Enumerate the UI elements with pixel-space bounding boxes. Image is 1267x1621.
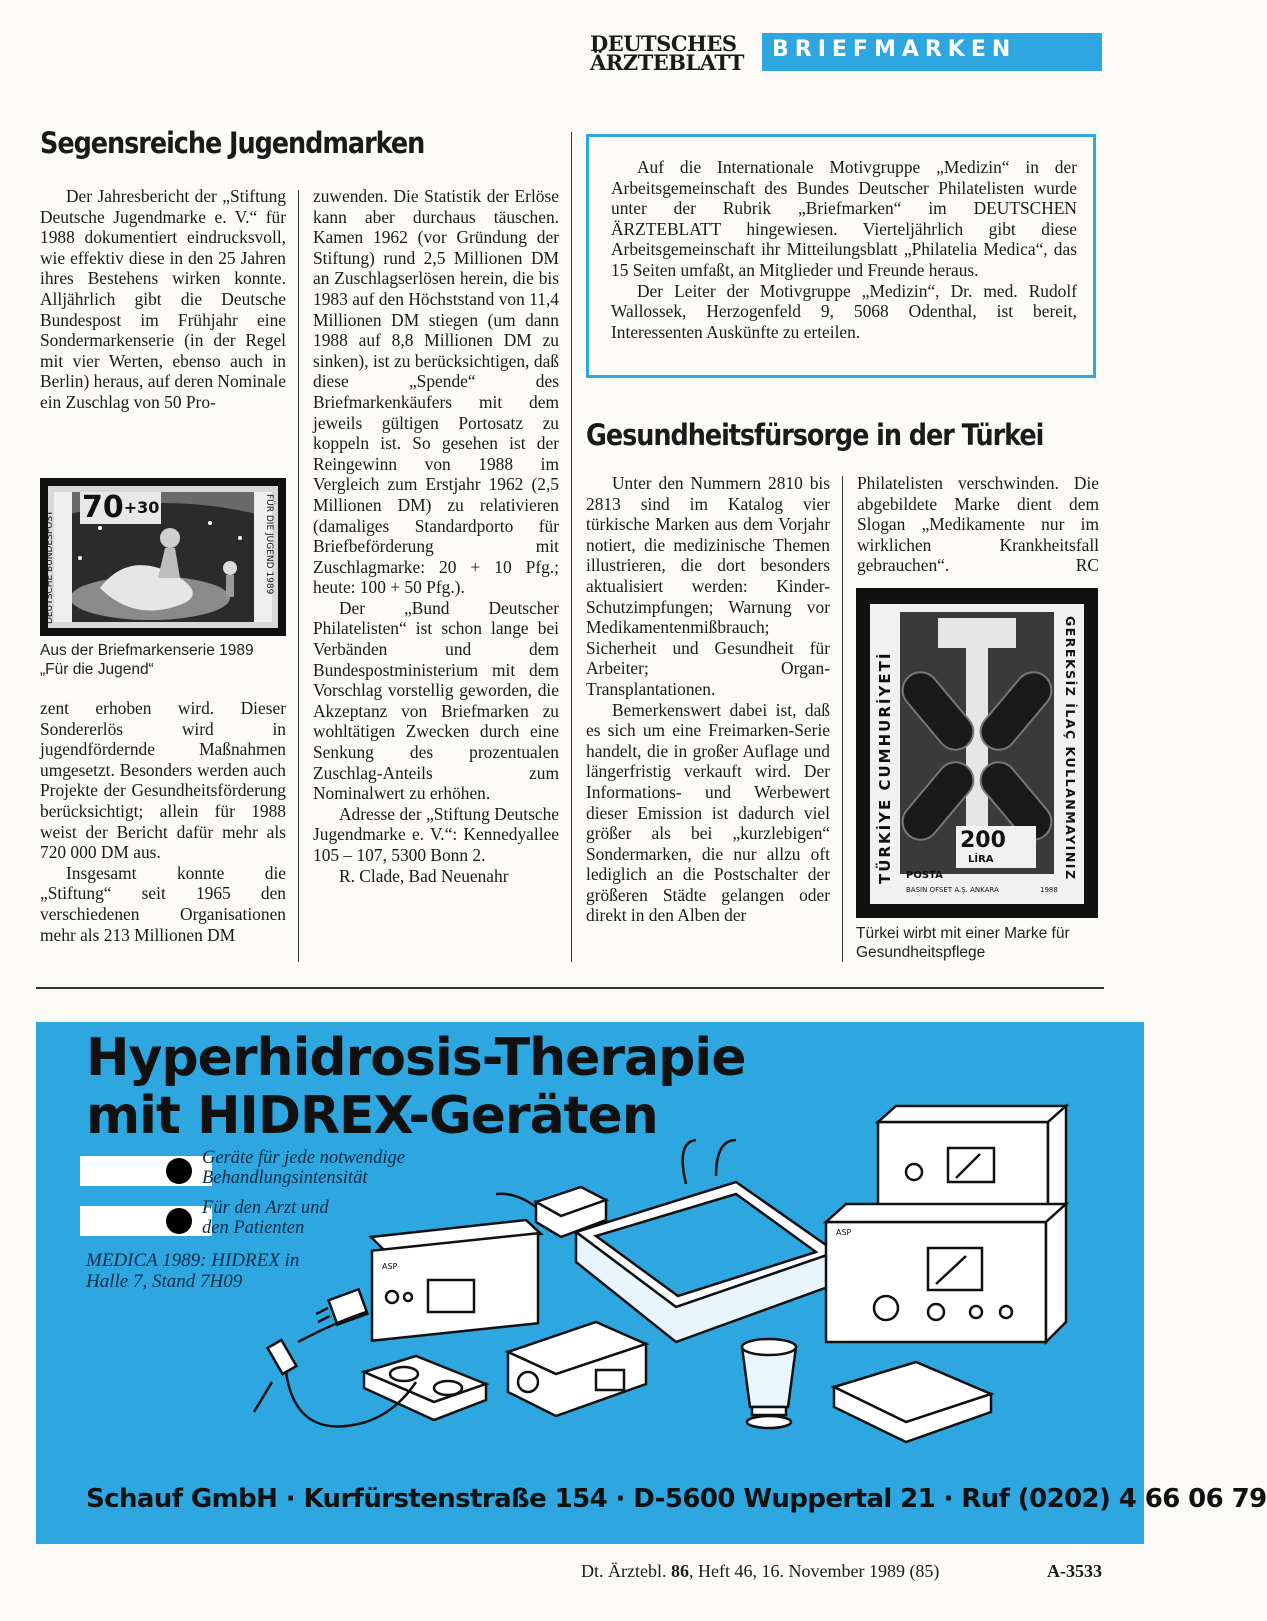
ad-device-label-2: ASP: [836, 1228, 852, 1237]
ad-bullet-1-line1: Geräte für jede notwendige: [202, 1148, 405, 1168]
article2-signature: RC: [1075, 555, 1099, 576]
youth-stamp-country: DEUTSCHE BUNDESPOST: [45, 510, 55, 624]
article2-col1-p2: Bemerkenswert dabei ist, daß es sich um eine Freimarken-Serie handelt, die in großer Auflage und längerfristig verkauft wird. Der Informations- und Werbewert dieser Emission ist dadurch viel größer als bei „kurzlebigen“ Sondermarken, die nur allzu oft lediglich an die Postschalter der größeren Städte gelangen oder direkt in den Alben der: [586, 699, 830, 926]
turkey-stamp-right-text: GEREKSİZ İLAÇ KULLANMAYINIZ: [1063, 616, 1078, 881]
logo-line-1: DEUTSCHES: [590, 31, 737, 56]
turkey-stamp-year: 1988: [1040, 886, 1058, 894]
footer-journal: Dt. Ärztebl.: [581, 1561, 667, 1581]
article2-col1: [586, 473, 830, 926]
info-box-p1: Auf die Internationale Motivgruppe „Medizin“ in der Arbeitsgemeinschaft des Bundes Deutscher Philatelisten wurde unter der Rubrik „Briefmarken“ im DEUTSCHEN ÄRZTEBLATT hingewiesen. Vierteljährlich gibt diese Arbeitsgemeinschaft ihr Mitteilungsblatt „Philatelia Medica“, das 15 Seiten umfaßt, an Mitglieder und Freunde heraus.: [611, 157, 1077, 280]
turkey-stamp-unit: LİRA: [968, 854, 994, 865]
footer-volume: 86: [670, 1561, 689, 1581]
ad-bullet-2-line1: Für den Arzt und: [202, 1198, 329, 1218]
article2-col2-p1-text: Philatelisten verschwinden. Die abgebildete Marke dient dem Slogan „Medikamente nur im wirklichen Krankheitsfall gebrauchen“.: [857, 473, 1099, 576]
article1-col2-p1: zuwenden. Die Statistik der Erlöse kann aber durchaus täuschen. Kamen 1962 (vor Gründung der Stiftung) rund 2,5 Millionen DM an Zuschlagserlösen herein, die bis 1983 auf den Höchststand von 11,4 Millionen DM stiegen (um dann 1988 auf 8,8 Millionen DM zu sinken), ist zu berücksichtigen, daß diese „Spende“ des Briefmarkenkäufers mit dem jeweils gültigen Portosatz zu koppeln ist. So gesehen ist der Reingewinn von 1988 im Vergleich zum Erstjahr 1962 (2,5 Millionen DM) zu relativieren (damaliges Standardporto für Briefbeförderung mit Zuschlagmarke: 20 + 10 Pfg.; heute: 100 + 50 Pfg.).: [313, 186, 559, 598]
article2-title: Gesundheitsfürsorge in der Türkei: [586, 418, 1044, 452]
article1-col2: [313, 186, 559, 886]
ad-medica-line1: MEDICA 1989: HIDREX in: [86, 1250, 300, 1271]
article1-col1-top: [40, 186, 286, 413]
info-box-p2: Der Leiter der Motivgruppe „Medizin“, Dr. med. Rudolf Wallossek, Herzogenfeld 9, 5068 Odenthal, ist bereit, Interessenten Auskünfte zu erteilen.: [611, 280, 1077, 342]
footer-page-number: A-3533: [1047, 1561, 1102, 1581]
turkey-stamp-caption: [856, 924, 1106, 962]
article1-signature: R. Clade, Bad Neuenahr: [339, 865, 509, 886]
journal-logo: [590, 31, 756, 75]
turkey-stamp-left-text: TÜRKİYE CUMHURİYETİ: [876, 651, 894, 884]
section-label: BRIEFMARKEN: [772, 37, 1017, 62]
turkey-stamp-caption-line1: Türkei wirbt mit einer Marke für: [856, 925, 1070, 942]
youth-stamp-caption-line1: Aus der Briefmarkenserie 1989: [40, 642, 254, 659]
hidrex-devices-illustration: [36, 1022, 1144, 1544]
info-box-text: [611, 157, 1077, 342]
ad-bullet-1-line2: Behandlungsintensität: [202, 1168, 368, 1188]
article1-col1-bottom-p2: Insgesamt konnte die „Stiftung“ seit 1965 den verschiedenen Organisationen mehr als 213 Millionen DM: [40, 862, 286, 945]
column-rule-1: [298, 190, 299, 962]
article2-col1-p1: Unter den Nummern 2810 bis 2813 sind im Katalog vier türkische Marken aus dem Vorjahr notiert, die medizinische Themen illustrieren, die dort besonders aktualisiert werden: Kinder-Schutzimpfungen; Warnung vor Medikamentenmißbrauch; Sicherheit und Gesundheit für Arbeiter; Organ-Transplantationen.: [586, 473, 830, 699]
ad-separator-rule: [36, 987, 1104, 989]
article1-col2-p2: Der „Bund Deutscher Philatelisten“ ist schon lange bei Verbänden und dem Bundespostministerium mit dem Vorschlag vorstellig geworden, die Akzeptanz von Briefmarken zu wohltätigen Zwecken durch eine Senkung des prozentualen Zuschlag-Anteils zum Nominalwert zu erhöhen.: [313, 597, 559, 804]
turkey-stamp-printer: BASIN OFSET A.Ş. ANKARA: [906, 886, 999, 894]
ad-medica-line2: Halle 7, Stand 7H09: [86, 1271, 243, 1292]
logo-line-2: ÄRZTEBLATT: [590, 50, 744, 75]
youth-stamp-caption: [40, 641, 300, 679]
article1-col2-p3: Adresse der „Stiftung Deutsche Jugendmarke e. V.“: Kennedyallee 105 – 107, 5300 Bonn 2.: [313, 803, 559, 865]
info-box: [586, 134, 1096, 378]
youth-stamp: [40, 478, 286, 636]
ad-device-label-1: ASP: [382, 1262, 398, 1271]
section-banner: [762, 33, 1102, 71]
turkey-stamp-caption-line2: Gesundheitspflege: [856, 944, 986, 961]
article1-col1-top-text: Der Jahresbericht der „Stiftung Deutsche Jugendmarke e. V.“ für 1988 dokumentiert eindrucksvoll, wie effektiv diese in den 25 Jahren ihres Bestehens wirken konnte. Alljährlich gibt die Deutsche Bundespost im Frühjahr eine Sondermarkenserie (in der Regel mit vier Werten, ebenso auch in Berlin) heraus, auf deren Nominale ein Zuschlag von 50 Pro-: [40, 186, 286, 412]
article1-title: Segensreiche Jugendmarken: [40, 126, 425, 160]
footer-issue: , Heft 46, 16. November 1989 (85): [688, 1561, 940, 1581]
column-rule-3: [842, 476, 843, 962]
turkey-stamp: [856, 588, 1098, 918]
youth-stamp-motto: FÜR DIE JUGEND 1989: [264, 494, 274, 595]
hidrex-advertisement[interactable]: [36, 1022, 1267, 1544]
column-rule-2: [571, 132, 572, 962]
article2-col2: [857, 473, 1099, 576]
article2-col2-p1: [857, 473, 1099, 576]
turkey-stamp-posta: POSTA: [906, 870, 943, 881]
youth-stamp-image: [40, 478, 286, 636]
ad-title-line2: mit HIDREX-Geräten: [86, 1086, 658, 1146]
youth-stamp-value-number: 70: [82, 490, 124, 525]
page-footer: [581, 1561, 1102, 1582]
article1-col1-bottom-p1: zent erhoben wird. Dieser Sondererlös wird in jugendfördernde Maßnahmen umgesetzt. Besonders werden auch Projekte der Gesundheitsförderung berücksichtigt; allein für 1988 weist der Bericht dafür mehr als 720 000 DM aus.: [40, 698, 286, 863]
youth-stamp-surcharge: +30: [123, 498, 160, 517]
turkey-stamp-value: 200: [960, 828, 1006, 853]
youth-stamp-caption-line2: „Für die Jugend“: [40, 661, 154, 678]
ad-title-line1: Hyperhidrosis-Therapie: [86, 1028, 746, 1088]
youth-stamp-value: [80, 492, 161, 524]
ad-bullet-2-line2: den Patienten: [202, 1218, 305, 1238]
article1-col1-bottom: [40, 698, 286, 945]
ad-footer-address: Schauf GmbH · Kurfürstenstraße 154 · D-5600 Wuppertal 21 · Ruf (0202) 4 66 06 79: [86, 1484, 1267, 1514]
